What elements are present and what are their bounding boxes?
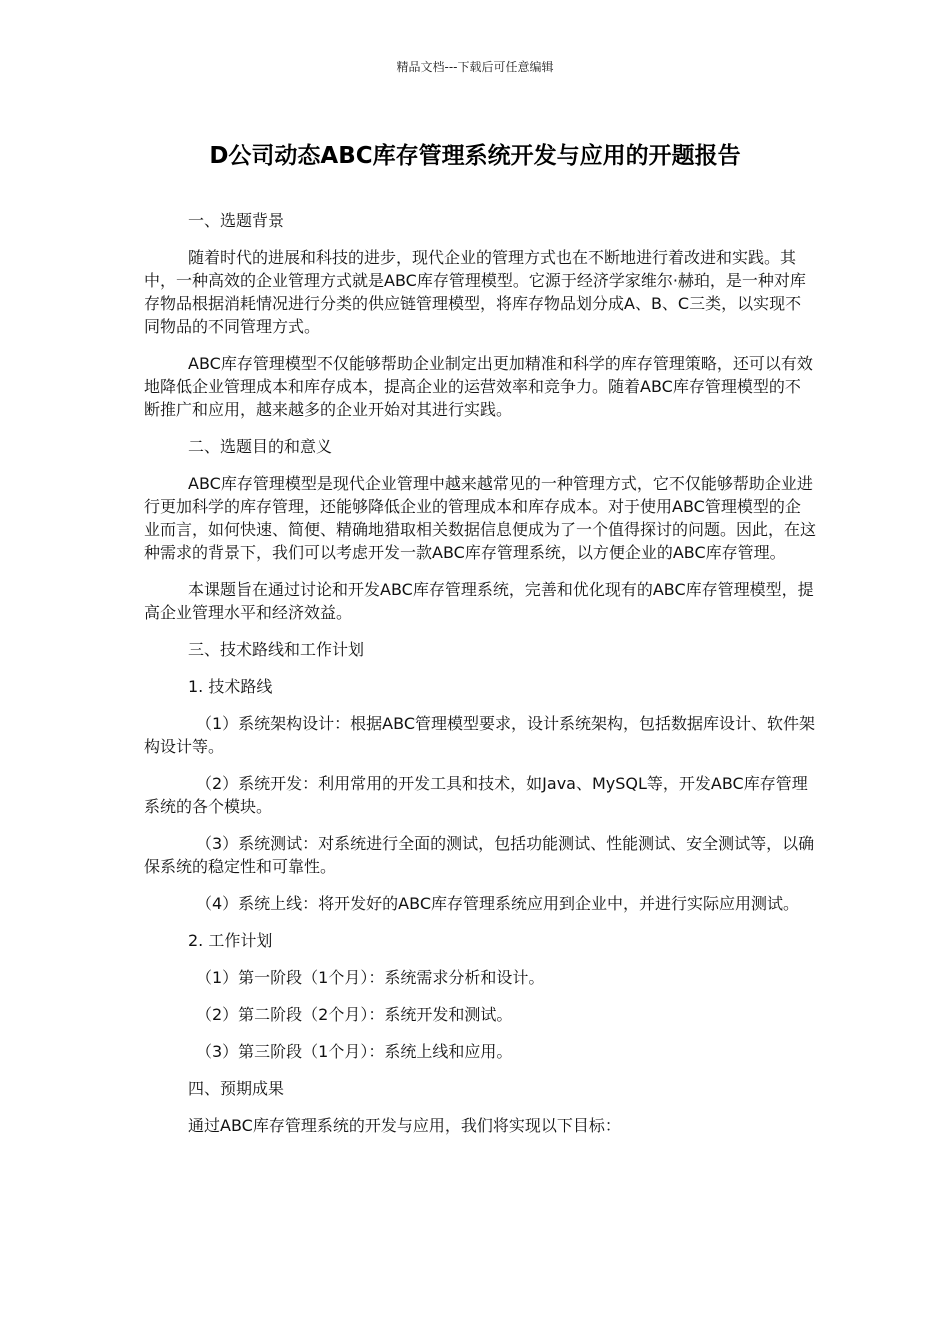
list-item: （2）系统开发：利用常用的开发工具和技术，如Java、MySQL等，开发ABC库存管理系统的各个模块。 — [144, 774, 808, 816]
list-item: （1）系统架构设计：根据ABC管理模型要求，设计系统架构，包括数据库设计、软件架构设计等。 — [144, 714, 815, 756]
list-item: （3）第三阶段（1个月）：系统上线和应用。 — [196, 1042, 513, 1061]
section-heading-expected-results: 四、预期成果 — [188, 1079, 285, 1098]
list-item: （1）第一阶段（1个月）：系统需求分析和设计。 — [196, 968, 545, 987]
list-item: （3）系统测试：对系统进行全面的测试，包括功能测试、性能测试、安全测试等，以确保系统的稳定性和可靠性。 — [144, 834, 815, 876]
subsection-heading-work-plan: 2. 工作计划 — [188, 931, 273, 950]
page-header: 精品文档---下载后可任意编辑 — [396, 60, 554, 74]
paragraph: 通过ABC库存管理系统的开发与应用，我们将实现以下目标： — [188, 1116, 621, 1135]
section-heading-technical-route: 三、技术路线和工作计划 — [188, 640, 365, 659]
paragraph: 随着时代的进展和科技的进步，现代企业的管理方式也在不断地进行着改进和实践。其中，一种高效的企业管理方式就是ABC库存管理模型。它源于经济学家维尔·赫珀，是一种对库存物品根据消耗情况进行分类的供应链管理模型，将库存物品划分成A、B、C三类，以实现不同物品的不同管理方式。 — [144, 248, 806, 336]
list-item: （2）第二阶段（2个月）：系统开发和测试。 — [196, 1005, 513, 1024]
document-body — [144, 209, 816, 1151]
subsection-heading-tech-route: 1. 技术路线 — [188, 677, 273, 696]
document-title: D公司动态ABC库存管理系统开发与应用的开题报告 — [209, 143, 741, 169]
paragraph: 本课题旨在通过讨论和开发ABC库存管理系统，完善和优化现有的ABC库存管理模型，提高企业管理水平和经济效益。 — [144, 580, 814, 622]
list-item: （4）系统上线：将开发好的ABC库存管理系统应用到企业中，并进行实际应用测试。 — [196, 894, 799, 913]
section-heading-background: 一、选题背景 — [188, 211, 285, 230]
paragraph: ABC库存管理模型不仅能够帮助企业制定出更加精准和科学的库存管理策略，还可以有效地降低企业管理成本和库存成本，提高企业的运营效率和竞争力。随着ABC库存管理模型的不断推广和应用，越来越多的企业开始对其进行实践。 — [144, 354, 813, 419]
section-heading-purpose: 二、选题目的和意义 — [188, 437, 333, 456]
paragraph: ABC库存管理模型是现代企业管理中越来越常见的一种管理方式，它不仅能够帮助企业进行更加科学的库存管理，还能够降低企业的管理成本和库存成本。对于使用ABC管理模型的企业而言，如何快速、简便、精确地猎取相关数据信息便成为了一个值得探讨的问题。因此，在这种需求的背景下，我们可以考虑开发一款ABC库存管理系统，以方便企业的ABC库存管理。 — [144, 474, 817, 562]
